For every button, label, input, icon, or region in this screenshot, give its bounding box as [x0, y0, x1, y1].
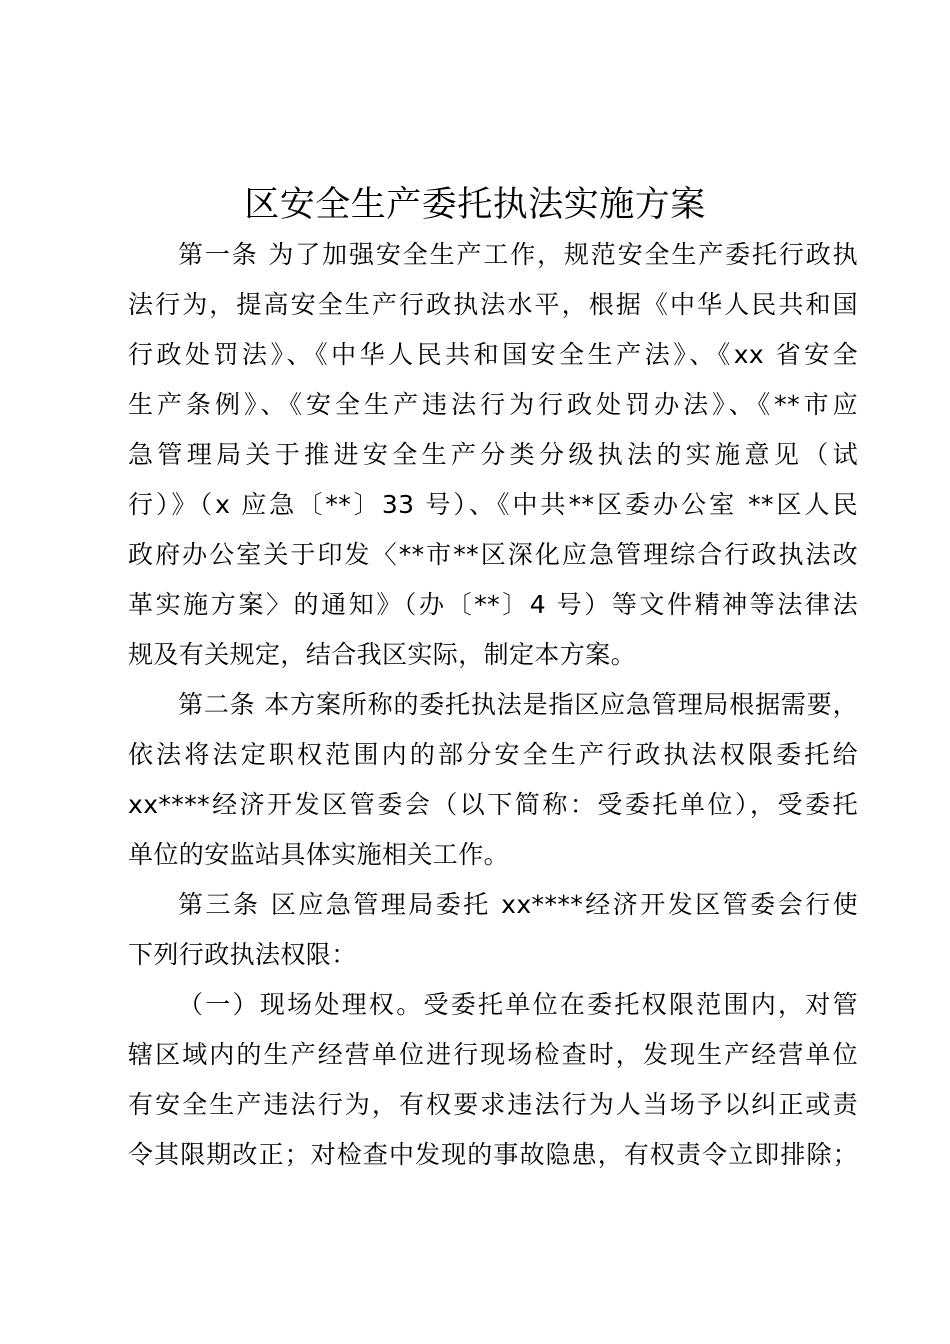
text-line: 第一条 为了加强安全生产工作，规范安全生产委托行政执 [178, 240, 858, 269]
text-line: xx****经济开发区管委会（以下简称：受委托单位），受委托 [128, 790, 858, 819]
paragraph-item-1 [128, 980, 858, 1180]
text-line: 辖区域内的生产经营单位进行现场检查时，发现生产经营单位 [128, 1040, 858, 1069]
document-body [128, 230, 858, 1180]
text-line: 第二条 本方案所称的委托执法是指区应急管理局根据需要， [178, 690, 858, 719]
text-line: 下列行政执法权限： [128, 940, 357, 969]
text-line: 法行为，提高安全生产行政执法水平，根据《中华人民共和国 [128, 290, 858, 319]
text-line: 生产条例》、《安全生产违法行为行政处罚办法》、《**市应 [128, 390, 858, 419]
paragraph-article-2 [128, 680, 858, 880]
document-title: 区安全生产委托执法实施方案 [244, 185, 706, 225]
text-line: 依法将法定职权范围内的部分安全生产行政执法权限委托给 [128, 740, 858, 769]
text-line: 令其限期改正；对检查中发现的事故隐患，有权责令立即排除； [128, 1140, 858, 1169]
text-line: 有安全生产违法行为，有权要求违法行为人当场予以纠正或责 [128, 1090, 858, 1119]
paragraph-article-3 [128, 880, 858, 980]
text-line: （一）现场处理权。受委托单位在委托权限范围内，对管 [178, 990, 858, 1019]
text-line: 政府办公室关于印发〈**市**区深化应急管理综合行政执法改 [128, 540, 858, 569]
text-line: 行）》（x 应急〔**〕33 号）、《中共**区委办公室 **区人民 [128, 490, 858, 519]
text-line: 革实施方案〉的通知》（办〔**〕4 号）等文件精神等法律法 [128, 590, 858, 619]
text-line: 急管理局关于推进安全生产分类分级执法的实施意见（试 [128, 440, 858, 469]
paragraph-article-1 [128, 230, 858, 680]
text-line: 行政处罚法》、《中华人民共和国安全生产法》、《xx 省安全 [128, 340, 858, 369]
text-line: 规及有关规定，结合我区实际，制定本方案。 [128, 640, 637, 669]
text-line: 第三条 区应急管理局委托 xx****经济开发区管委会行使 [178, 890, 858, 919]
text-line: 单位的安监站具体实施相关工作。 [128, 840, 510, 869]
